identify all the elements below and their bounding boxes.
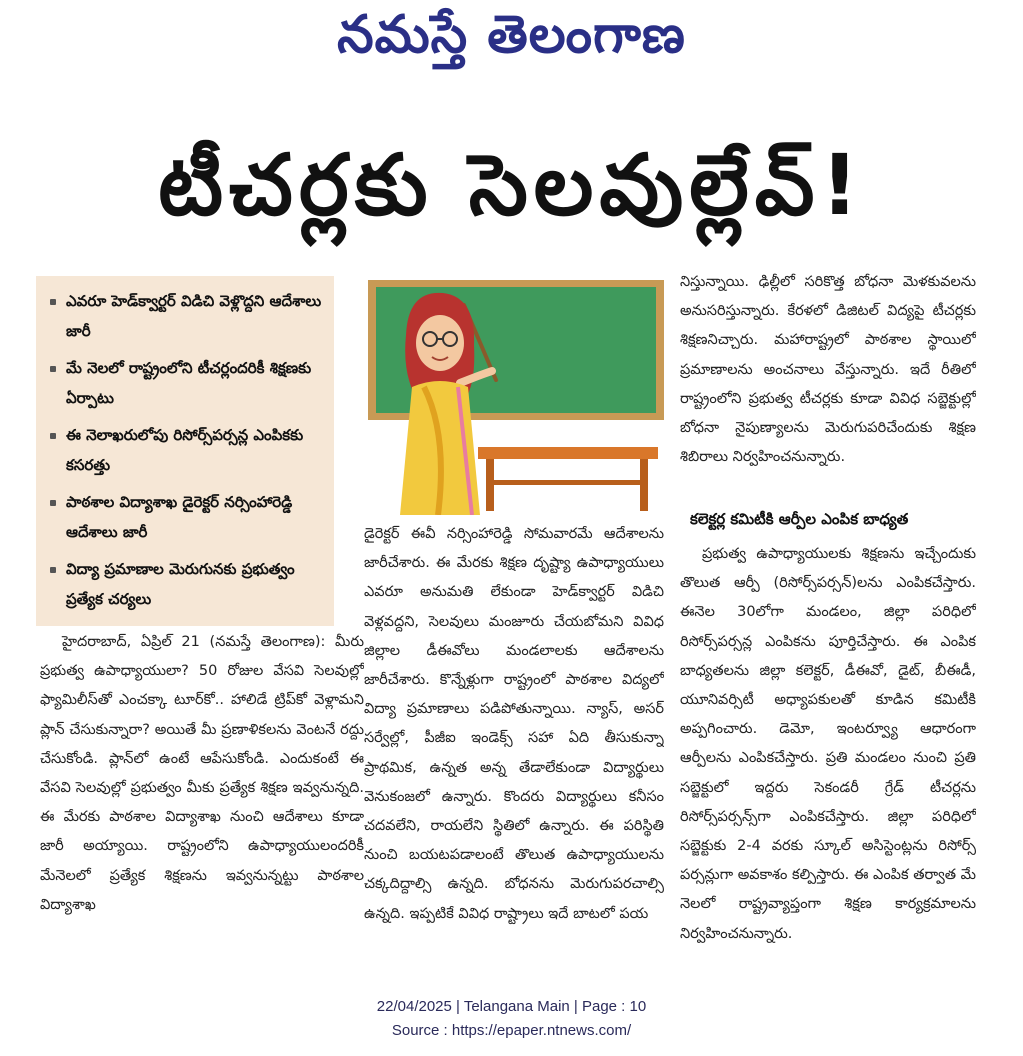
bullet-icon bbox=[50, 567, 56, 573]
highlight-item bbox=[50, 286, 324, 346]
headline: టీచర్లకు సెలవుల్లేవ్! bbox=[158, 136, 865, 234]
highlights-box bbox=[36, 276, 334, 626]
masthead-logo: నమస్తే తెలంగాణ bbox=[337, 4, 686, 65]
highlight-text: మే నెలలో రాష్ట్రంలోని టీచర్లందరికీ శిక్షణకు ఏర్పాటు bbox=[66, 359, 312, 407]
highlight-text: ఎవరూ హెడ్‌క్వార్టర్ విడిచి వెళ్లొద్దని ఆదేశాలు జారీ bbox=[66, 292, 322, 340]
highlight-item bbox=[50, 554, 324, 614]
page-footer bbox=[0, 995, 1023, 1043]
article-column-1: హైదరాబాద్, ఏప్రిల్ 21 (నమస్తే తెలంగాణ): మీరు ప్రభుత్వ ఉపాధ్యాయులా? 50 రోజుల వేసవి సెలవుల్లో ఫ్యామిలీస్‌తో ఎంచక్కా టూర్‌కో.. హాలిడే ట్రిప్‌కో వెళ్లామని ప్లాన్ చేసుకున్నారా? అయితే మీ ప్రణాళికలను వెంటనే రద్దు చేసుకోండి. ప్లాన్‌లో ఉంటే ఆపేసుకోండి. ఎందుకంటే ఈ వేసవి సెలవుల్లో ప్రభుత్వం మీకు ప్రత్యేక శిక్షణ ఇవ్వనున్నది. ఈ మేరకు పాఠశాల విద్యాశాఖ నుంచి ఆదేశాలు కూడా జారీ అయ్యాయి. రాష్ట్రంలోని ఉపాధ్యాయులందరికీ మేనెలలో ప్రత్యేక శిక్షణను ఇవ్వనున్నట్టు పాఠశాల విద్యాశాఖ bbox=[40, 634, 364, 913]
highlight-item bbox=[50, 353, 324, 413]
highlight-text: విద్యా ప్రమాణాల మెరుగునకు ప్రభుత్వం ప్రత్యేక చర్యలు bbox=[66, 560, 295, 608]
bullet-icon bbox=[50, 500, 56, 506]
highlight-text: ఈ నెలాఖరులోపు రిసోర్స్‌పర్సన్ల ఎంపికకు కసరత్తు bbox=[66, 426, 304, 474]
highlight-text: పాఠశాల విద్యాశాఖ డైరెక్టర్ నర్సింహారెడ్డి ఆదేశాలు జారీ bbox=[66, 493, 293, 541]
sub-heading: కలెక్టర్ల కమిటీకి ఆర్పీల ఎంపిక బాధ్యత bbox=[690, 510, 909, 528]
article-column-3-continued: ప్రభుత్వ ఉపాధ్యాయులకు శిక్షణను ఇచ్చేందుకు తొలుత ఆర్పీ (రిసోర్స్‌పర్సన్)లను ఎంపికచేస్తారు. ఈనెల 30లోగా మండలం, జిల్లా పరిధిలో రిసోర్స్‌పర్సన్ల ఎంపికను పూర్తిచేస్తారు. ఈ ఎంపిక బాధ్యతలను జిల్లా కలెక్టర్, డీఈవో, డైట్, బీఈడీ, యూనివర్సిటీ అధ్యాపకులతో కూడిన కమిటీకి అప్పగించారు. డెమో, ఇంటర్వ్యూ ఆధారంగా ఆర్పీలను ఎంపికచేస్తారు. ప్రతి మండలం నుంచి ప్రతి సబ్జెక్టులో ఇద్దరు సెకండరీ గ్రేడ్ టీచర్లను రిసోర్స్‌పర్సన్స్‌గా ఎంపికచేస్తారు. జిల్లా పరిధిలో సబ్జెక్టుకు 2-4 వరకు స్కూల్ అసిస్టెంట్లను రిసోర్స్ పర్సన్లుగా అవకాశం కల్పిస్తారు. ఈ ఎంపిక తర్వాత మే నెలలో రాష్ట్రవ్యాప్తంగా శిక్షణ కార్యక్రమాలను నిర్వహించనున్నారు. bbox=[680, 546, 976, 942]
article-column-3: నిస్తున్నాయి. ఢిల్లీలో సరికొత్త బోధనా మెళకువలను అనుసరిస్తున్నారు. కేరళలో డిజిటల్ విద్యపై టీచర్లకు శిక్షణనిచ్చారు. మహారాష్ట్రలో పాఠశాల స్థాయిలో ప్రమాణాలను అంచనాలు వేస్తున్నారు. ఇదే రీతిలో రాష్ట్రంలోని ప్రభుత్వ టీచర్లకు కూడా వివిధ సబ్జెక్టుల్లో బోధనా నైపుణ్యాలను మెరుగుపరిచేందుకు శిక్షణ శిబిరాలు నిర్వహించనున్నారు. bbox=[680, 274, 976, 466]
source-link[interactable]: Source : https://epaper.ntnews.com/ bbox=[391, 1022, 632, 1039]
edition-info: 22/04/2025 | Telangana Main | Page : 10 bbox=[376, 998, 647, 1015]
article-column-2: డైరెక్టర్ ఈవీ నర్సింహారెడ్డి సోమవారమే ఆదేశాలను జారీచేశారు. ఈ మేరకు శిక్షణ దృష్ట్యా ఉపాధ్యాయులు ఎవరూ అనుమతి లేకుండా హెడ్‌క్వార్టర్ విడిచి వెళ్లవద్దని, సెలవులు మంజూరు చేయబోమని వివిధ జిల్లాల డీఈవోలు మండలాలకు ఆదేశాలను జారీచేశారు. కొన్నేళ్లుగా రాష్ట్రంలో పాఠశాల విద్యలో విద్యా ప్రమాణాలు పడిపోతున్నాయి. న్యాస్, అసర్ సర్వేల్లో, పీజీఐ ఇండెక్స్ సహా ఏది తీసుకున్నా ప్రాథమిక, ఉన్నత అన్న తేడాలేకుండా విద్యార్థులు వెనుకంజలో ఉన్నారు. కొందరు విద్యార్థులు కనీసం చదవలేని, రాయలేని స్థితిలో ఉన్నారు. ఈ పరిస్థితి నుంచి బయటపడాలంటే తొలుత ఉపాధ్యాయులను చక్కదిద్దాల్సి ఉన్నది. బోధనను మెరుగుపరచాల్సి ఉన్నది. ఇప్పటికే వివిధ రాష్ట్రాలు ఇదే బాటలో పయ bbox=[364, 526, 664, 922]
teacher-illustration bbox=[368, 275, 664, 515]
bullet-icon bbox=[50, 366, 56, 372]
highlight-item bbox=[50, 487, 324, 547]
bullet-icon bbox=[50, 299, 56, 305]
bullet-icon bbox=[50, 433, 56, 439]
highlight-item bbox=[50, 420, 324, 480]
